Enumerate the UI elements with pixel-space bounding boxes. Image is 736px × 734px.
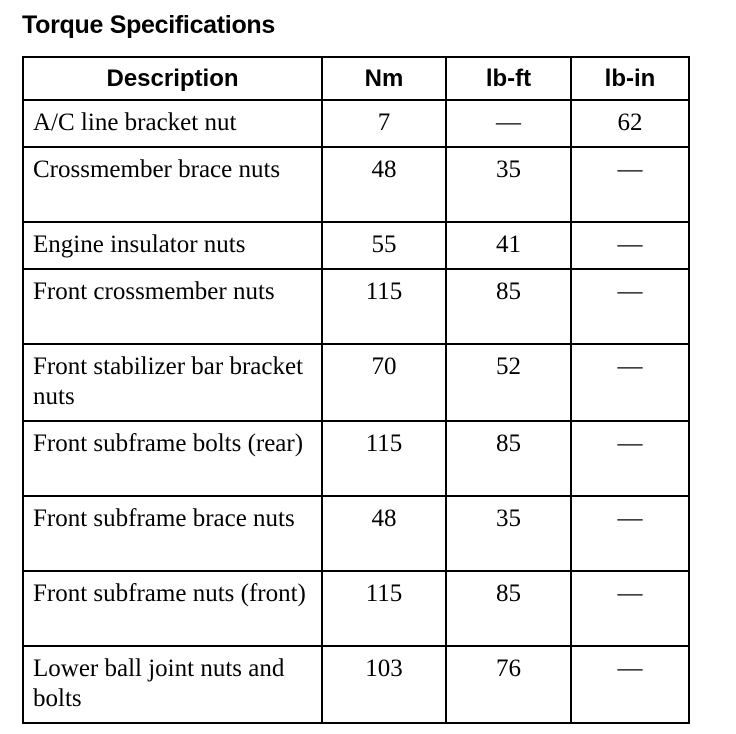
table-row (23, 646, 689, 723)
nm-cell: 115 (322, 571, 446, 646)
description-cell: Front stabilizer bar bracket nuts (23, 344, 322, 421)
lb-in-cell: — (571, 269, 689, 344)
table-row (23, 571, 689, 646)
description-cell: Front crossmember nuts (23, 269, 322, 344)
lb-in-cell: — (571, 147, 689, 222)
lb-in-cell: — (571, 646, 689, 723)
column-header-description: Description (23, 57, 322, 100)
table-row (23, 147, 689, 222)
lb-ft-cell: 76 (446, 646, 571, 723)
lb-in-cell: — (571, 571, 689, 646)
table-row (23, 344, 689, 421)
table-row (23, 421, 689, 496)
table-row (23, 496, 689, 571)
lb-in-cell: — (571, 421, 689, 496)
nm-cell: 103 (322, 646, 446, 723)
nm-cell: 70 (322, 344, 446, 421)
description-cell: Engine insulator nuts (23, 222, 322, 269)
nm-cell: 55 (322, 222, 446, 269)
nm-cell: 115 (322, 421, 446, 496)
lb-ft-cell: 85 (446, 421, 571, 496)
lb-in-cell: — (571, 222, 689, 269)
lb-ft-cell: — (446, 100, 571, 147)
lb-in-cell: — (571, 496, 689, 571)
description-cell: Front subframe nuts (front) (23, 571, 322, 646)
lb-ft-cell: 52 (446, 344, 571, 421)
lb-ft-cell: 85 (446, 571, 571, 646)
table-row (23, 269, 689, 344)
nm-cell: 115 (322, 269, 446, 344)
description-cell: Front subframe bolts (rear) (23, 421, 322, 496)
table-row (23, 100, 689, 147)
lb-ft-cell: 35 (446, 147, 571, 222)
nm-cell: 7 (322, 100, 446, 147)
nm-cell: 48 (322, 147, 446, 222)
lb-ft-cell: 85 (446, 269, 571, 344)
table-header-row (23, 57, 689, 100)
description-cell: Front subframe brace nuts (23, 496, 322, 571)
description-cell: A/C line bracket nut (23, 100, 322, 147)
column-header-lb-ft: lb-ft (446, 57, 571, 100)
lb-in-cell: — (571, 344, 689, 421)
description-cell: Crossmember brace nuts (23, 147, 322, 222)
column-header-nm: Nm (322, 57, 446, 100)
page-title: Torque Specifications (22, 11, 276, 39)
description-cell: Lower ball joint nuts and bolts (23, 646, 322, 723)
torque-specifications-table (22, 56, 690, 724)
lb-in-cell: 62 (571, 100, 689, 147)
column-header-lb-in: lb-in (571, 57, 689, 100)
lb-ft-cell: 41 (446, 222, 571, 269)
nm-cell: 48 (322, 496, 446, 571)
lb-ft-cell: 35 (446, 496, 571, 571)
table-row (23, 222, 689, 269)
